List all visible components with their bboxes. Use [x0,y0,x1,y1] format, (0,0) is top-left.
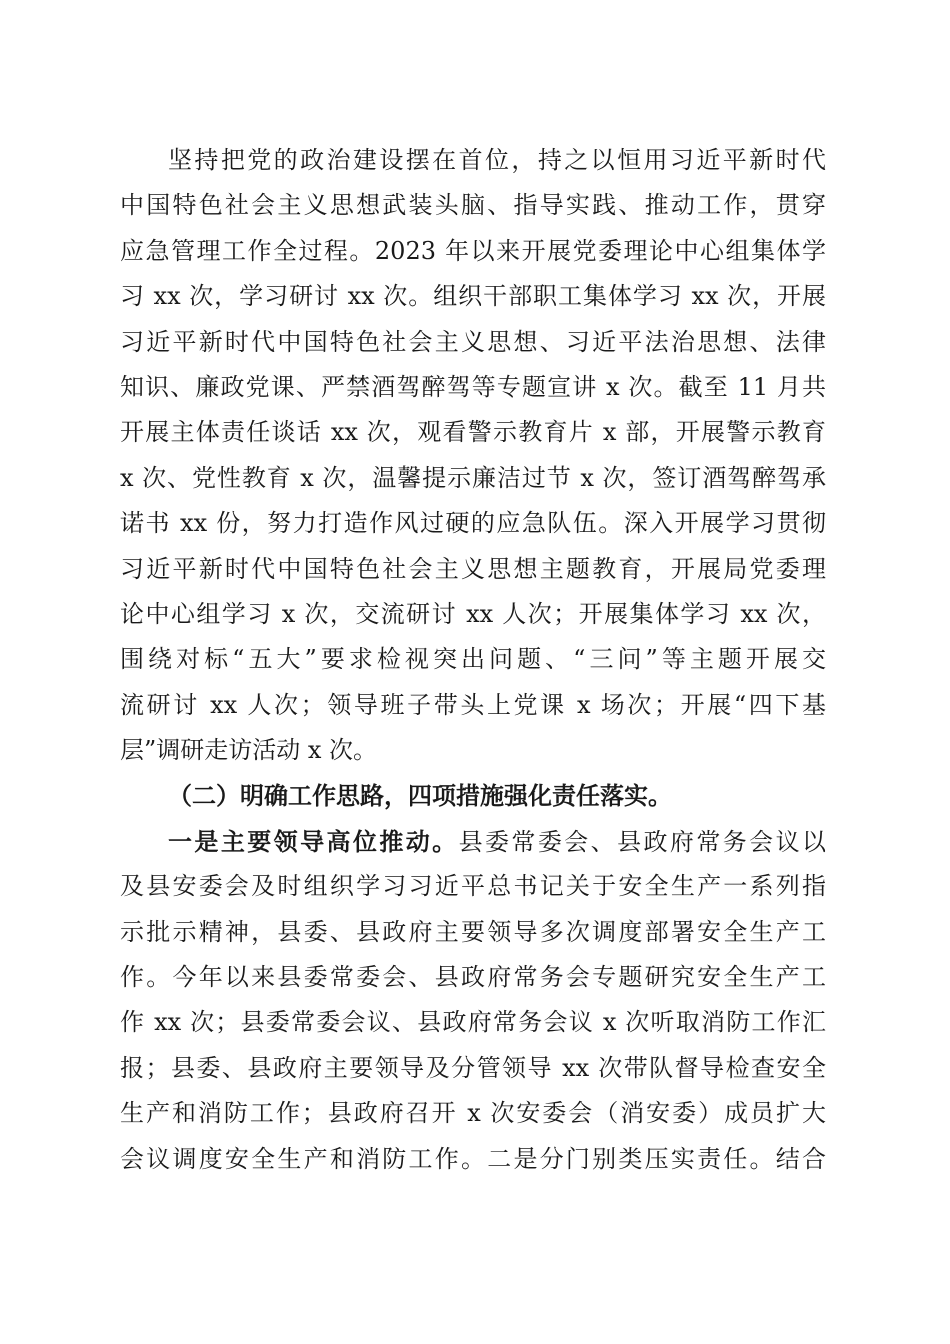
text-line: 习 xx 次，学习研讨 xx 次。组织干部职工集体学习 xx 次，开展 [120,282,826,311]
text-line: 报；县委、县政府主要领导及分管领导 xx 次带队督导检查安全 [120,1053,826,1082]
text-line: 知识、廉政党课、严禁酒驾醉驾等专题宣讲 x 次。截至 11 月共 [120,372,826,401]
text-line: 坚持把党的政治建设摆在首位，持之以恒用习近平新时代 [168,146,826,174]
text-line: 层”调研走访活动 x 次。 [120,736,378,765]
text-line: 流研讨 xx 人次；领导班子带头上党课 x 场次；开展“四下基 [120,690,826,719]
paragraph-lead: 一是主要领导高位推动。 [168,826,459,856]
text-line: 作。今年以来县委常委会、县政府常务会专题研究安全生产工 [120,963,826,992]
text-line: 示批示精神，县委、县政府主要领导多次调度部署安全生产工 [120,917,826,946]
text-line: 生产和消防工作；县政府召开 x 次安委会（消安委）成员扩大 [120,1099,826,1128]
paragraph-party-building [120,138,826,773]
text-line: 中国特色社会主义思想武装头脑、指导实践、推动工作，贯穿 [120,191,826,220]
text-line: 习近平新时代中国特色社会主义思想、习近平法治思想、法律 [120,327,826,356]
text-run: 县委常委会、县政府常务会议以 [458,827,826,856]
text-line: x 次、党性教育 x 次，温馨提示廉洁过节 x 次，签订酒驾醉驾承 [120,463,826,492]
text-line: 及县安委会及时组织学习习近平总书记关于安全生产一系列指 [120,872,826,901]
paragraph-responsibility [120,819,826,1182]
text-line: 论中心组学习 x 次，交流研讨 xx 人次；开展集体学习 xx 次， [120,599,826,628]
text-line: 围绕对标“五大”要求检视突出问题、“三问”等主题开展交 [120,645,826,674]
document-body [120,138,826,1182]
section-heading: （二）明确工作思路，四项措施强化责任落实。 [168,781,672,811]
text-line [120,819,826,864]
text-line: 诺书 xx 份，努力打造作风过硬的应急队伍。深入开展学习贯彻 [120,509,826,538]
text-line: 作 xx 次；县委常委会议、县政府常务会议 x 次听取消防工作汇 [120,1008,826,1037]
text-line: 会议调度安全生产和消防工作。二是分门别类压实责任。结合 [120,1144,826,1173]
text-line: 习近平新时代中国特色社会主义思想主题教育，开展局党委理 [120,554,826,583]
text-line: 应急管理工作全过程。2023 年以来开展党委理论中心组集体学 [120,236,826,265]
text-line: 开展主体责任谈话 xx 次，观看警示教育片 x 部，开展警示教育 [120,418,826,447]
